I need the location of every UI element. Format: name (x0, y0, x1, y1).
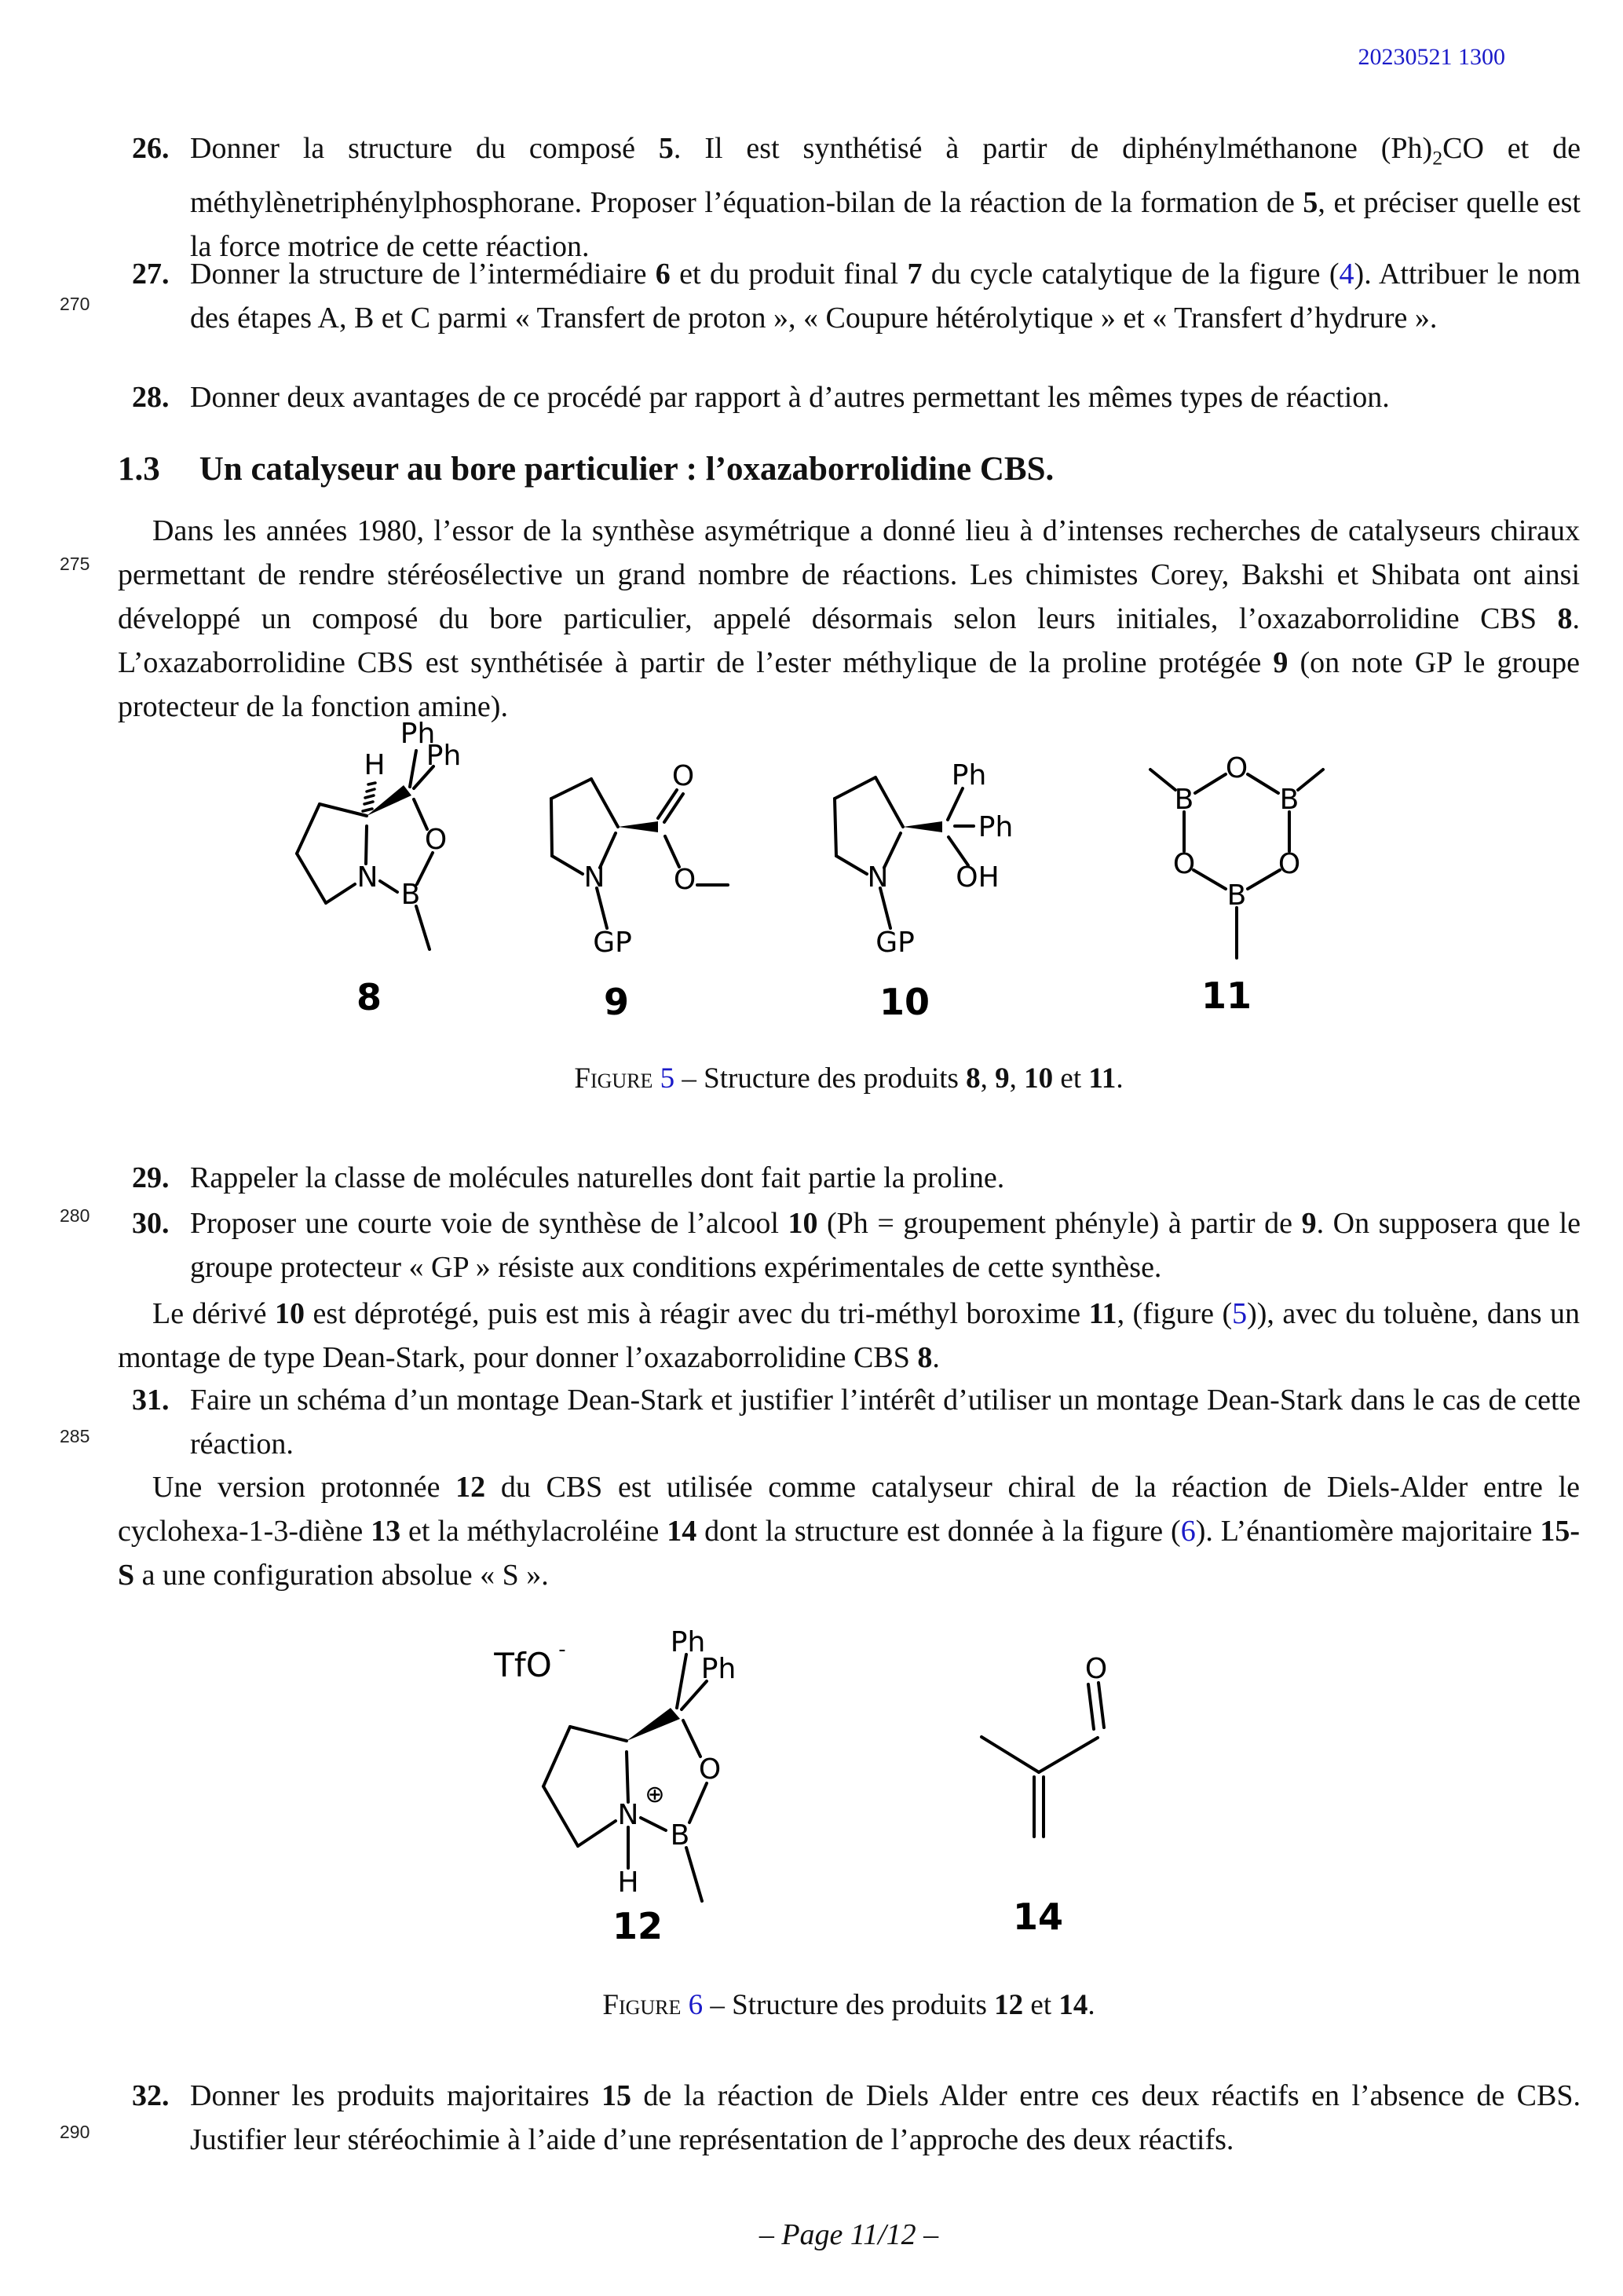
text-segment: Figure (602, 1989, 682, 2021)
question-number: 31. (132, 1384, 170, 1417)
paragraph-deprotection (118, 1292, 1580, 1380)
figure-6 (927, 1629, 1186, 1936)
question-text (190, 1378, 1581, 1466)
atom-label-b: B (400, 879, 421, 911)
text-segment: 11 (1088, 1062, 1117, 1095)
figure-5 (817, 730, 1084, 1017)
text-segment: du CBS est utilisée comme catalyseur chiral de la réaction de Diels-Alder entre le cyclohexa-1-3-diène (118, 1471, 1580, 1548)
figure-5-caption (118, 1062, 1580, 1095)
text-segment: , (1009, 1062, 1025, 1095)
text-segment: . (1087, 1989, 1095, 2021)
text-segment: Une version protonnée (152, 1471, 456, 1504)
atom-label-ph: Ph (951, 759, 987, 792)
atom-label-ph: Ph (670, 1626, 706, 1658)
question-text (190, 2074, 1581, 2162)
figure-ref-link[interactable]: 6 (1180, 1515, 1196, 1548)
text-segment: 6 (655, 258, 671, 291)
atom-label-n: N (867, 861, 889, 894)
atom-label-o: O (671, 760, 695, 792)
section-number: 1.3 (118, 451, 160, 488)
text-segment: Donner la structure de l’intermédiaire (190, 258, 656, 291)
molecule-label-14: 14 (1012, 1896, 1064, 1936)
text-segment: 14 (667, 1515, 697, 1548)
bond-lines (835, 777, 974, 928)
charge-plus: ⊕ (645, 1781, 665, 1808)
text-segment: Le dérivé (152, 1297, 276, 1330)
header-date-code: 20230521 1300 (1358, 44, 1505, 70)
text-segment: Donner la structure du composé (190, 132, 659, 165)
text-segment: . L’oxazaborrolidine CBS est synthétisée à partir de l’ester méthylique de la proline protégée (118, 602, 1580, 679)
molecule-10-structure (817, 730, 1084, 1017)
question-text (190, 1201, 1581, 1289)
molecule-label-12: 12 (612, 1905, 663, 1947)
question-text (190, 1156, 1581, 1200)
text-segment (652, 1062, 660, 1095)
text-segment: Figure (574, 1062, 653, 1095)
atom-label-h: H (364, 749, 386, 781)
bond-lines (551, 779, 728, 928)
atom-label-b: B (670, 1819, 690, 1852)
atom-label-ph: Ph (400, 718, 436, 750)
text-segment: 10 (275, 1297, 305, 1330)
line-number-280: 280 (60, 1205, 90, 1226)
atom-label-oh: OH (956, 861, 1000, 894)
question-number: 30. (132, 1207, 170, 1240)
text-segment: du cycle catalytique de la figure ( (922, 258, 1340, 291)
text-segment: 10 (788, 1207, 818, 1240)
atom-label-n: N (617, 1799, 639, 1831)
atom-label-gp: GP (875, 927, 915, 959)
atom-label-o: O (424, 824, 448, 856)
atom-label-n: N (356, 861, 378, 894)
molecule-label-8: 8 (356, 976, 382, 1018)
atom-label-h: H (617, 1866, 639, 1899)
atom-label-o: O (1278, 848, 1301, 880)
text-segment: 11 (1088, 1297, 1117, 1330)
text-segment: 5 (658, 132, 674, 165)
text-segment: 2 (1432, 146, 1443, 170)
text-segment: . (1116, 1062, 1124, 1095)
charge-minus: - (558, 1638, 566, 1662)
figure-5 (283, 716, 518, 1018)
molecule-label-11: 11 (1201, 974, 1252, 1011)
molecule-12-structure (471, 1606, 801, 1947)
text-segment: 10 (1024, 1062, 1054, 1095)
atom-label-ph: Ph (700, 1653, 737, 1685)
figure-ref-link[interactable]: 5 (660, 1062, 675, 1095)
question-31 (132, 1378, 1581, 1466)
text-segment: et la méthylacroléine (400, 1515, 667, 1548)
text-segment: 5 (1303, 185, 1318, 219)
text-segment: 15 (601, 2079, 631, 2112)
text-segment: Donner les produits majoritaires (190, 2079, 601, 2112)
text-segment: 9 (995, 1062, 1010, 1095)
page-footer: – Page 11/12 – (758, 2218, 939, 2251)
atom-label-n: N (583, 861, 605, 894)
figure-6 (471, 1606, 801, 1947)
text-segment: )), avec du toluène, dans un montage de type Dean-Stark, pour donner l’oxazaborrolidine CBS (118, 1297, 1581, 1374)
hashed-bond (363, 783, 375, 811)
text-segment: et (1053, 1062, 1089, 1095)
question-number: 26. (132, 132, 170, 165)
question-text (190, 252, 1581, 340)
figure-5 (1115, 737, 1358, 1011)
figure-ref-link[interactable]: 4 (1339, 258, 1354, 291)
atom-label-gp: GP (593, 927, 632, 959)
text-segment: dont la structure est donnée à la figure ( (696, 1515, 1181, 1548)
question-text (190, 375, 1581, 419)
atom-label-o: O (1084, 1653, 1108, 1685)
molecule-11-structure (1115, 737, 1358, 1011)
text-segment: Faire un schéma d’un montage Dean-Stark et justifier l’intérêt d’utiliser un montage Dean-Stark dans le cas de cette réaction. (190, 1384, 1581, 1461)
figure-ref-link[interactable]: 6 (688, 1989, 704, 2021)
molecule-9-structure (534, 730, 793, 1017)
question-26 (132, 126, 1581, 269)
question-text (190, 126, 1581, 269)
text-segment: . (932, 1341, 940, 1374)
text-segment: 9 (1301, 1207, 1317, 1240)
atom-label-b: B (1226, 879, 1247, 912)
text-segment: 12 (994, 1989, 1024, 2021)
atom-label-o: O (1172, 848, 1196, 880)
text-segment: (on note GP le groupe protecteur de la fonction amine). (118, 646, 1580, 723)
figure-6-caption (118, 1988, 1580, 2022)
question-28 (132, 375, 1581, 419)
atom-label-o: O (1225, 752, 1248, 784)
text-segment: Proposer une courte voie de synthèse de l’alcool (190, 1207, 788, 1240)
text-segment: ). L’énantiomère majoritaire (1195, 1515, 1541, 1548)
text-segment: 7 (907, 258, 923, 291)
text-segment: et du produit final (670, 258, 908, 291)
question-number: 29. (132, 1161, 170, 1194)
question-30 (132, 1201, 1581, 1289)
text-segment: 12 (455, 1471, 486, 1504)
line-number-270: 270 (60, 294, 90, 314)
atom-label-ph: Ph (978, 811, 1014, 843)
question-number: 27. (132, 258, 170, 291)
question-number: 28. (132, 381, 170, 414)
question-number: 32. (132, 2079, 170, 2112)
text-segment: ). Attribuer le nom des étapes A, B et C parmi « Transfert de proton », « Coupure hétérolytique » et « Transfert d’hydrure ». (190, 258, 1581, 335)
paragraph-protonated-cbs (118, 1465, 1580, 1597)
figure-ref-link[interactable]: 5 (1232, 1297, 1248, 1330)
text-segment: Rappeler la classe de molécules naturelles dont fait partie la proline. (190, 1161, 1005, 1194)
text-segment: 8 (1557, 602, 1573, 635)
text-segment: de la réaction de Diels Alder entre ces deux réactifs en l’absence de CBS. Justifier leur stéréochimie à l’aide d’une représentation de l’approche des deux réactifs. (190, 2079, 1581, 2156)
bond-lines (543, 1654, 707, 1901)
text-segment: – Structure des produits (674, 1062, 967, 1095)
text-segment: 14 (1058, 1989, 1088, 2021)
text-segment: (Ph = groupement phényle) à partir de (817, 1207, 1302, 1240)
text-segment: – Structure des produits (703, 1989, 995, 2021)
text-segment: . Il est synthétisé à partir de diphénylméthanone (Ph) (673, 132, 1433, 165)
section-title: Un catalyseur au bore particulier : l’oxazaborrolidine CBS. (199, 451, 1055, 488)
text-segment: 8 (917, 1341, 933, 1374)
question-27 (132, 252, 1581, 340)
text-segment: 8 (966, 1062, 981, 1095)
molecule-8-structure (283, 716, 518, 1018)
atom-label-o: O (673, 864, 696, 896)
line-number-285: 285 (60, 1426, 90, 1446)
text-segment: Donner deux avantages de ce procédé par rapport à d’autres permettant les mêmes types de réaction. (190, 381, 1390, 414)
atom-label-ph: Ph (426, 740, 462, 772)
line-number-290: 290 (60, 2122, 90, 2142)
question-29 (132, 1156, 1581, 1200)
atom-label-b: B (1174, 784, 1194, 816)
text-segment: 13 (371, 1515, 401, 1548)
bond-lines (981, 1683, 1104, 1837)
text-segment (681, 1989, 688, 2021)
text-segment: Dans les années 1980, l’essor de la synthèse asymétrique a donné lieu à d’intenses recherches de catalyseurs chiraux permettant de rendre stéréosélective un grand nombre de réactions. Les chimistes Corey, Bakshi et Shibata ont ainsi développé un composé du bore particulier, appelé désormais selon leurs initiales, l’oxazaborrolidine CBS (118, 514, 1580, 635)
atom-label-o: O (698, 1753, 722, 1786)
text-segment: a une configuration absolue « S ». (134, 1559, 549, 1592)
text-segment: , (980, 1062, 996, 1095)
question-32 (132, 2074, 1581, 2162)
figure-5 (534, 730, 793, 1017)
counterion-label-tfo: TfO (494, 1646, 552, 1684)
text-segment: , (figure ( (1117, 1297, 1233, 1330)
molecule-14-structure (927, 1629, 1186, 1936)
paragraph-cbs-history (118, 509, 1580, 729)
text-segment: 15-S (118, 1515, 1581, 1592)
text-segment: est déprotégé, puis est mis à réagir avec du tri-méthyl boroxime (305, 1297, 1089, 1330)
molecule-label-10: 10 (879, 981, 930, 1017)
text-segment: 9 (1273, 646, 1289, 679)
atom-label-b: B (1279, 784, 1299, 816)
molecule-label-9: 9 (603, 981, 630, 1017)
text-segment: . On supposera que le groupe protecteur « GP » résiste aux conditions expérimentales de cette synthèse. (190, 1207, 1581, 1284)
text-segment: , et préciser quelle est la force motrice de cette réaction. (190, 185, 1581, 263)
line-number-275: 275 (60, 554, 90, 574)
text-segment: et (1023, 1989, 1059, 2021)
section-heading (118, 450, 1054, 488)
text-segment: CO et de méthylènetriphénylphosphorane. Proposer l’équation-bilan de la réaction de la formation de (190, 132, 1581, 219)
